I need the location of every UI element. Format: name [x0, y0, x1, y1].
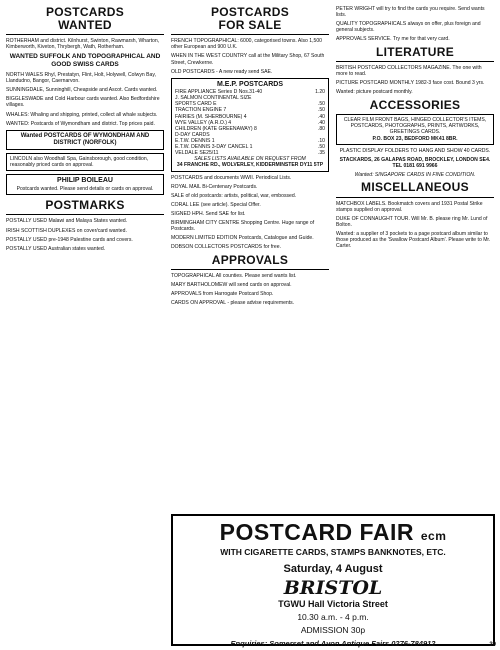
postcard-fair-banner: [171, 514, 495, 646]
classified-ad: TOPOGRAPHICAL All counties. Please send wants list.: [171, 273, 297, 280]
mep-item-name: CHILDREN (KATE GREENAWAY) 8: [175, 125, 257, 132]
classified-ad: QUALITY TOPOGRAPHICALS always on offer, plus foreign and general subjects.: [336, 21, 481, 34]
mep-address: 34 FRANCHE RD., WOLVERLEY, KIDDERMINSTER DY11 5TP: [176, 162, 324, 169]
miscellaneous-heading: MISCELLANEOUS: [361, 180, 469, 195]
mep-item-name: J. SALMON CONTINENTAL SIZE: [175, 95, 252, 102]
mep-item-price: .50: [317, 101, 325, 108]
classified-ad: ROYAL MAIL Bi-Centenary Postcards.: [171, 183, 258, 190]
classified-ad: NORTH WALES Rhyl, Prestatyn, Flint, Holt, Holywell, Colwyn Bay, Llandudno, Bangor, Caernarvon.: [6, 72, 156, 85]
classified-ad: POSTALLY USED Malawi and Malaya States wanted.: [6, 218, 128, 225]
postcards-for-sale-heading: POSTCARDS FOR SALE: [210, 5, 290, 32]
column-2: [171, 6, 329, 310]
mep-item-name: SPORTS CARD E: [175, 101, 217, 108]
mep-item-name: VELDALE SE25/11: [175, 150, 219, 157]
classified-ad: Wanted: picture postcard monthly.: [336, 89, 413, 96]
classified-ad: MARY BARTHOLOMEW will send cards on approval.: [171, 282, 292, 289]
mep-item-price: .35: [317, 150, 325, 157]
banner-subtitle: WITH CIGARETTE CARDS, STAMPS BANKNOTES, ETC.: [220, 547, 446, 557]
philip-boileau-text: Postcards wanted. Please send details or cards on approval.: [16, 185, 154, 192]
column-1: [6, 6, 164, 255]
classified-ad: DUKE OF CONNAUGHT TOUR. Will Mr. B. please ring Mr. Lund of Bolton.: [336, 215, 488, 228]
classified-ad: PETER WRIGHT will try to find the cards you require. Send wants lists.: [336, 6, 485, 19]
classified-ad: BIGGLESWADE and Cold Harbour cards wanted. Also Bedfordshire villages.: [6, 96, 160, 109]
classified-ad: ROTHERHAM and district. Kilnhurst, Swinton, Rawmarsh, Wharton, Kimberworth, Kiveton, Thrybergh, Wath, Rotherham.: [6, 38, 160, 51]
classified-ad: BRITISH POSTCARD COLLECTORS MAGAZINE. The one with more to read.: [336, 65, 482, 78]
classified-ad: APPROVALS SERVICE. Try me for that very card.: [336, 36, 450, 43]
mep-item-price: .80: [317, 125, 325, 132]
mep-postcards-box: [171, 78, 329, 172]
literature-heading: LITERATURE: [375, 44, 455, 59]
wymondham-box: Wanted POSTCARDS OF WYMONDHAM AND DISTRICT (NORFOLK): [6, 130, 164, 150]
classified-ad: STACKARDS, 26 GALAPAS ROAD, BROCKLEY, LONDON SE4. TEL 0181 691 9966: [339, 156, 491, 169]
lincoln-box: [6, 153, 164, 171]
classified-ad: IRISH SCOTTISH DUPLEXES on cover/card wanted.: [6, 227, 127, 234]
mep-title: M.E.P. POSTCARDS: [217, 80, 283, 88]
philip-boileau-box: [6, 174, 164, 195]
classified-ad: WANTED SUFFOLK AND TOPOGRAPHICAL AND GOOD SWISS CARDS: [9, 53, 161, 69]
mep-note: SALES LISTS AVAILABLE ON REQUEST FROM: [194, 156, 306, 163]
mep-item-name: FIRE APPLIANCE Series D Nos.31-40: [175, 89, 263, 96]
classified-ad: APPROVALS from Harrogate Postcard Shop.: [171, 291, 274, 298]
mep-item-price: .40: [317, 113, 325, 120]
classified-ad: MODERN LIMITED EDITION Postcards, Catalogue and Guide.: [171, 235, 314, 242]
mep-item-price: .50: [317, 107, 325, 114]
banner-venue: TGWU Hall Victoria Street: [278, 599, 388, 609]
classified-ad: POSTCARDS and documents WWII. Periodical Lists.: [171, 174, 292, 181]
banner-time: 10.30 a.m. - 4 p.m.: [297, 612, 369, 622]
mep-item-price: 1.20: [315, 89, 325, 96]
mep-item-name: FAIRIES (M. SHERBOURNE) 4: [175, 113, 247, 120]
accessories-heading: ACCESSORIES: [369, 97, 461, 112]
classified-ad: PLASTIC DISPLAY FOLDERS TO HANG AND SHOW 40 CARDS.: [339, 147, 491, 154]
postmarks-heading: POSTMARKS: [45, 197, 125, 212]
lincoln-text: LINCOLN also Woodhall Spa, Gainsborough, good condition, reasonably priced cards on approval.: [10, 156, 149, 169]
mep-item-name: E.T.W. DENNIS 3-DAY CANCEL 1: [175, 144, 253, 151]
classified-ad: BIRMINGHAM CITY CENTRE Shopping Centre. Huge range of Postcards.: [171, 220, 315, 233]
classified-ad: SALE of old postcards: artists, political, war, embossed.: [171, 192, 297, 199]
classified-ad: POSTALLY USED Australian states wanted.: [6, 245, 106, 252]
approvals-heading: APPROVALS: [211, 252, 289, 267]
classified-ad: OLD POSTCARDS - A new ready send SAE.: [171, 68, 273, 75]
mep-item-price: .50: [317, 144, 325, 151]
banner-date: Saturday, 4 August: [283, 563, 383, 575]
classified-ad: CORAL LEE (see article). Special Offer.: [171, 201, 261, 208]
classified-ad: WHEN IN THE WEST COUNTRY call at the Military Shop, 67 South Street, Crewkerne.: [171, 53, 325, 66]
classified-ad: WHALES: Whaling and shipping, printed, collect all whale subjects.: [6, 111, 158, 118]
mep-item-name: E.T.W. DENNIS 1: [175, 138, 215, 144]
classified-ad: CARDS ON APPROVAL - please advise requirements.: [171, 300, 295, 307]
film-bags-box: [336, 114, 494, 144]
classified-ad: Wanted: SINGAPORE CARDS IN FINE CONDITION.: [354, 171, 476, 178]
classified-ad: DOBSON COLLECTORS POSTCARDS for free.: [171, 244, 282, 251]
mep-item-name: TRACTION ENGINE 7: [175, 107, 227, 114]
film-bags-text: CLEAR FILM FRONT BAGS, HINGED COLLECTOR'S ITEMS, POSTCARDS, PHOTOGRAPHS, PRINTS, ARTWORKS, GREETINGS CARDS.: [343, 117, 487, 136]
classified-ad: Wanted: a supplier of 3 pockets to a page postcard album similar to those produced as the 'Swallow Postcard Album'. Please write to Mr. Carter.: [336, 231, 491, 250]
mep-item-price: .10: [317, 138, 325, 144]
banner-admission: ADMISSION 30p: [300, 625, 366, 635]
banner-title: POSTCARD FAIR ecm: [219, 519, 447, 545]
classified-ad: POSTALLY USED pre-1948 Palestine cards and covers.: [6, 236, 133, 243]
classified-ad: MATCHBOX LABELS. Bookmatch covers and 1931 Postal Strike stamps supplied on approval.: [336, 200, 483, 213]
page-number: 39: [489, 642, 496, 648]
banner-enquiries: Enquiries: Somerset and Avon Antique Fairs 0276-784912: [230, 639, 436, 648]
classified-ad: WANTED: Postcards of Wymondham and district. Top prices paid.: [6, 120, 155, 127]
classified-ad: PICTURE POSTCARD MONTHLY 1982-3 face cost. Bound 3 yrs.: [336, 80, 485, 87]
column-3: [336, 6, 494, 252]
mep-item-price: .40: [317, 119, 325, 126]
mep-item-name: WYE VALLEY (A.R.O.) 4: [175, 119, 232, 126]
film-bags-address: P.O. BOX 23, BEDFORD MK41 8BR.: [372, 135, 458, 142]
postcards-wanted-heading: POSTCARDS WANTED: [45, 5, 125, 32]
mep-item-name: D-DAY CARDS: [175, 131, 210, 138]
banner-city: BRISTOL: [283, 577, 383, 599]
classified-ad: SUNNINGDALE, Sunninghill, Cheapside and Ascot. Cards wanted.: [6, 87, 158, 94]
mep-price-list: [175, 89, 325, 156]
classified-ad: SIGNED HPH. Send SAE for list.: [171, 210, 246, 217]
philip-boileau-title: PHILIP BOILEAU: [57, 177, 113, 185]
classified-ad: FRENCH TOPOGRAPHICAL: 6000, categorised towns. Also 1,500 other European and 900 U.K.: [171, 38, 322, 51]
